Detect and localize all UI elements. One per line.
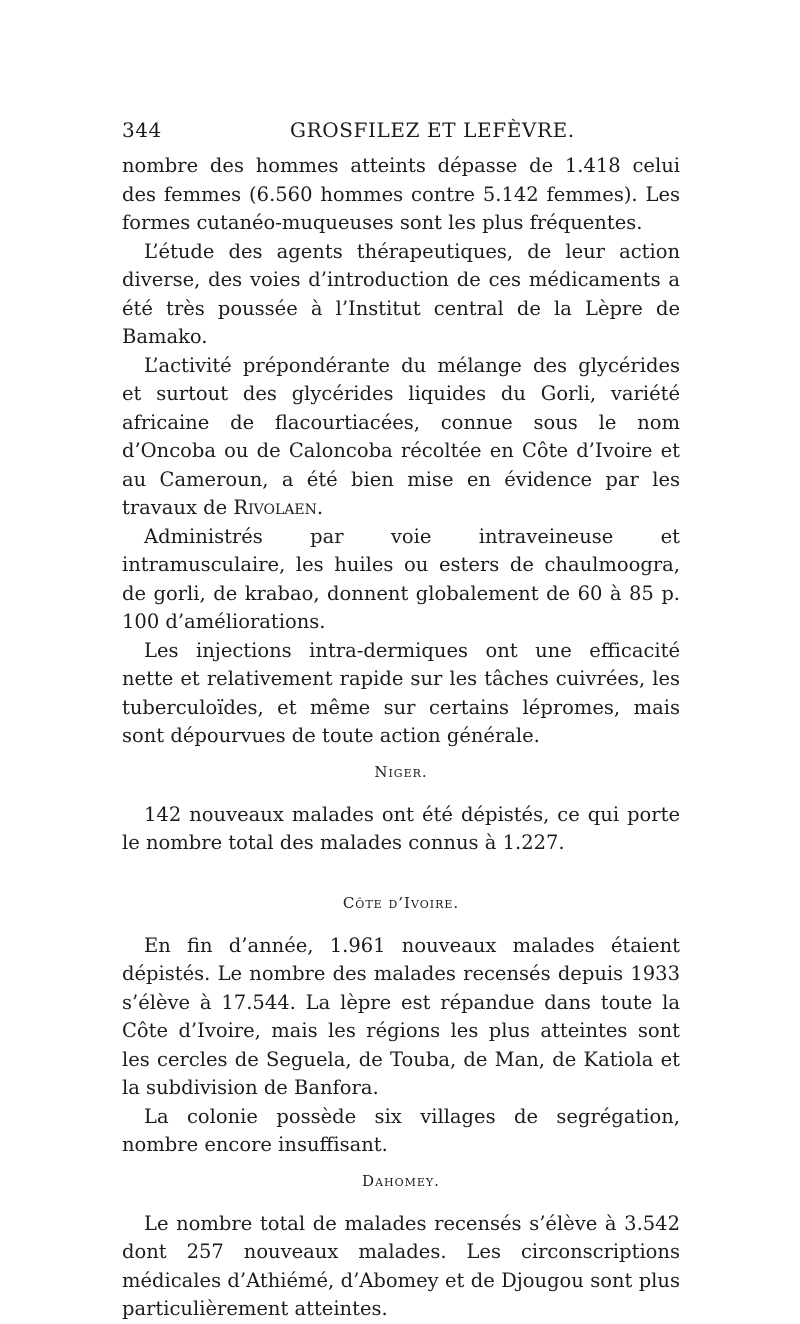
paragraph-glycerides xyxy=(122,352,680,523)
running-head xyxy=(122,118,680,148)
section-heading-dahomey: Dahomey. xyxy=(362,1171,440,1190)
running-title: GROSFILEZ ET LEFÈVRE. xyxy=(290,118,575,142)
paragraph-administration: Administrés par voie intraveineuse et intramusculaire, les huiles ou esters de chaulmoogra, de gorli, de krabao, donnent globalement de 60 à 85 p. 100 d’améliorations. xyxy=(122,524,680,633)
section-heading-cote-ivoire: Côte d’Ivoire. xyxy=(342,893,460,912)
paragraph-therapeutic-agents: L’étude des agents thérapeutiques, de leur action diverse, des voies d’introduction de ces médicaments a été très poussée à l’Institut central de la Lèpre de Bamako. xyxy=(122,239,680,348)
paragraph-niger: 142 nouveaux malades ont été dépistés, ce qui porte le nombre total des malades connus à 1.227. xyxy=(122,802,680,854)
paragraph-injections: Les injections intra-dermiques ont une efficacité nette et relativement rapide sur les tâches cuivrées, les tuberculoïdes, et même sur certains lépromes, mais sont dépourvues de toute action générale. xyxy=(122,638,680,747)
section-heading-niger: Niger. xyxy=(374,762,428,781)
paragraph-dahomey: Le nombre total de malades recensés s’élève à 3.542 dont 257 nouveaux malades. Les circonscriptions médicales d’Athiémé, d’Abomey et de Djougou sont plus particulièrement atteintes. xyxy=(122,1211,680,1320)
page xyxy=(122,118,680,1324)
paragraph-cote-ivoire-1: En fin d’année, 1.961 nouveaux malades étaient dépistés. Le nombre des malades recensés depuis 1933 s’élève à 17.544. La lèpre est répandue dans toute la Côte d’Ivoire, mais les régions les plus atteintes sont les cercles de Seguela, de Touba, de Man, de Katiola et la subdivision de Banfora. xyxy=(122,933,680,1099)
author-name: Rivolaen xyxy=(233,496,317,519)
page-number: 344 xyxy=(122,118,162,142)
paragraph-glycerides-text: L’activité prépondérante du mélange des glycérides et surtout des glycérides liquides du Gorli, variété africaine de flacourtiacées, connue sous le nom d’Oncoba ou de Caloncoba récoltée en Côte d’Ivoire et au Cameroun, a été bien mise en évidence par les travaux de xyxy=(122,353,680,519)
paragraph-continued: nombre des hommes atteints dépasse de 1.418 celui des femmes (6.560 hommes contre 5.142 femmes). Les formes cutanéo-muqueuses sont les plus fréquentes. xyxy=(122,154,680,234)
paragraph-cote-ivoire-2: La colonie possède six villages de segrégation, nombre encore insuffisant. xyxy=(122,1104,680,1156)
paragraph-glycerides-end: . xyxy=(316,496,324,519)
